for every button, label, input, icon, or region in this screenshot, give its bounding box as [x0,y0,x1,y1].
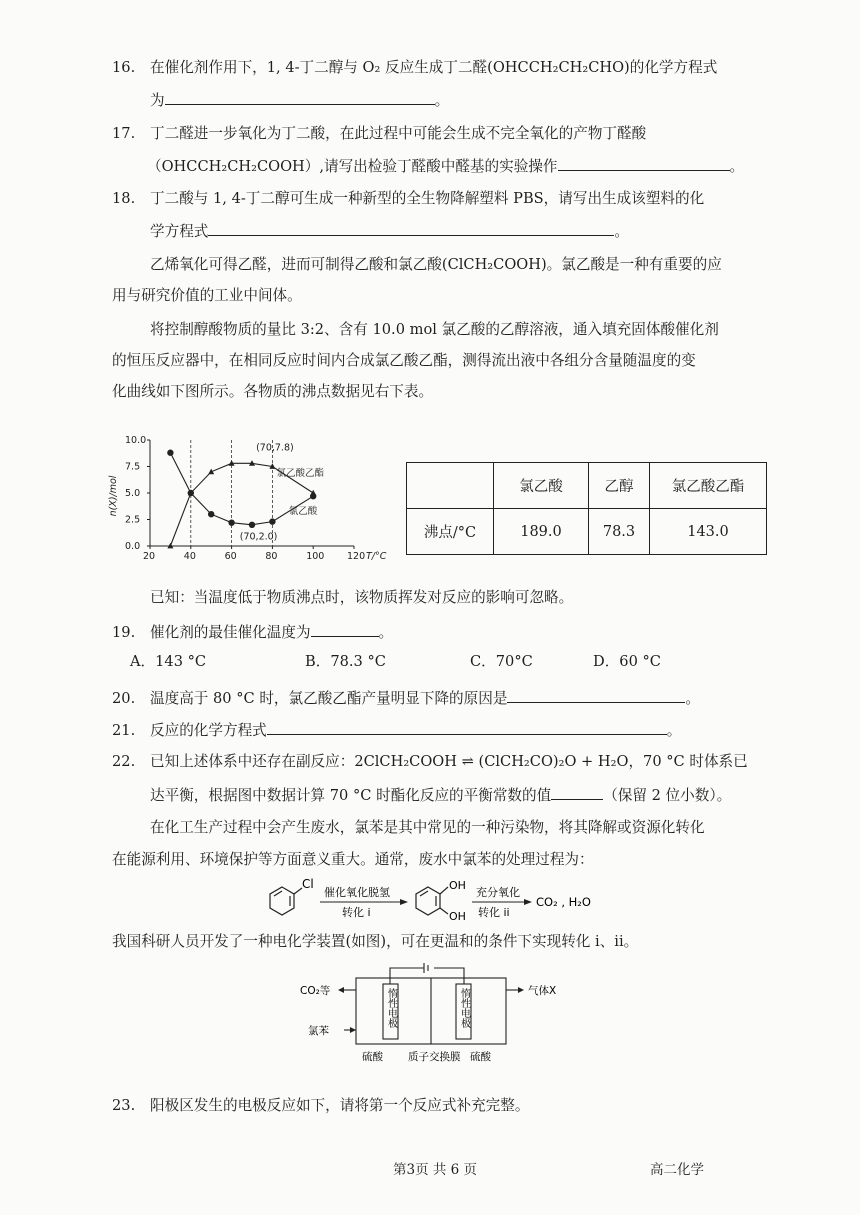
table-row-label: 沸点/°C [407,509,494,555]
series-label-ester: 氯乙酸乙酯 [276,468,324,480]
q22-answer-blank[interactable] [551,784,603,800]
q19-option-a[interactable]: A．143 °C [130,653,207,670]
q16-prefix: 为 [150,92,165,109]
intro3-line2: 在能源利用、环境保护等方面意义重大。通常，废水中氯苯的处理过程为： [112,851,594,868]
x-axis-label: T/°C [366,551,387,562]
table-cell: 143.0 [650,509,767,555]
q17-text: 丁二醛进一步氧化为丁二酸，在此过程中可能会生成不完全氧化的产物丁醛酸 [150,125,647,142]
bottom-left-label: 硫酸 [362,1051,383,1063]
data-point-acid [188,490,194,496]
q18-text: 丁二酸与 1, 4-丁二醇可生成一种新型的全生物降解塑料 PBS，请写出生成该塑料的化 [150,190,705,207]
data-point-acid [208,511,214,517]
x-tick-label: 100 [306,551,325,562]
q21-text: 反应的化学方程式 [150,722,267,739]
q16-answer-blank[interactable] [165,89,435,105]
catechol-structure [416,887,448,915]
series-label-acid: 氯乙酸 [288,506,318,518]
q22-text: 已知上述体系中还存在副反应：2ClCH₂COOH ⇌ (ClCH₂CO)₂O + H₂O，70 °C 时体系已 [150,753,748,770]
data-point-acid [249,522,255,528]
q19-text: 催化剂的最佳催化温度为 [150,624,311,641]
q22-text2: 达平衡，根据图中数据计算 70 °C 时酯化反应的平衡常数的值 [150,787,552,804]
y-tick-label: 2.5 [125,514,141,526]
q18-prefix: 学方程式 [150,223,209,240]
membrane-label: 质子交换膜 [408,1051,461,1063]
left-out-arrow [338,987,344,993]
x-tick-label: 40 [183,551,196,562]
boiling-point-table [406,462,767,555]
q23-number: 23. [112,1097,136,1114]
q21-answer-blank[interactable] [267,719,667,735]
table-row [407,509,767,555]
q20-period: 。 [685,690,701,707]
q22-precision-note: （保留 2 位小数）。 [603,787,732,804]
q20-number: 20. [112,690,136,707]
intro2-line2: 的恒压反应器中，在相同反应时间内合成氯乙酸乙酯，测得流出液中各组分含量随温度的变 [112,352,696,369]
right-output-label: 气体X [528,985,557,997]
known-condition: 已知：当温度低于物质沸点时，该物质挥发对反应的影响可忽略。 [150,589,574,606]
arrow2-head [524,899,532,905]
q21-period: 。 [666,722,682,739]
x-tick-label: 20 [143,551,156,562]
q19-option-c[interactable]: C．70°C [470,653,533,670]
y-axis-label: n(X)/mol [108,475,119,517]
q18-number: 18. [112,190,136,207]
q17-line1 [112,124,646,144]
q16-text: 在催化剂作用下，1, 4-丁二醇与 O₂ 反应生成丁二醛(OHCCH₂CH₂CHO)的化学方程式 [150,59,718,76]
intro1-line1: 乙烯氧化可得乙醛，进而可制得乙酸和氯乙酸(ClCH₂COOH)。氯乙酸是一种有重要的应 [150,256,722,273]
oh1-label: OH [449,879,466,892]
q19-answer-blank[interactable] [311,621,379,637]
intro2-line3: 化曲线如下图所示。各物质的沸点数据见右下表。 [112,383,434,400]
q16-line1 [112,58,717,78]
table-header-cell: 氯乙酸乙酯 [650,463,767,509]
q17-number: 17. [112,125,136,142]
q21-line [112,719,681,741]
table-header-cell [407,463,494,509]
q20-text: 温度高于 80 °C 时，氯乙酸乙酯产量明显下降的原因是 [150,690,508,707]
x-tick-label: 60 [224,551,237,562]
q16-line2 [150,89,449,111]
q16-period: 。 [434,92,450,109]
external-wire-right [434,968,464,984]
intro3-line1: 在化工生产过程中会产生废水，氯苯是其中常见的一种污染物，将其降解或资源化转化 [150,819,705,836]
subject-label: 高二化学 [650,1162,704,1178]
q17-period: 。 [729,158,745,175]
oh2-label: OH [449,910,466,922]
data-point-acid [269,518,275,524]
table-header-row [407,463,767,509]
q17-text2: （OHCCH₂CH₂COOH）,请写出检验丁醛酸中醛基的实验操作 [147,158,558,175]
q22-line1 [112,752,748,772]
table-header-cell: 乙醇 [589,463,650,509]
q21-number: 21. [112,722,136,739]
q17-line2 [147,155,744,177]
q19-line [112,621,393,643]
left-electrode-label: 惰性电极 [385,988,397,1028]
q18-line2 [150,220,629,242]
q18-period: 。 [614,223,629,240]
product-label: CO₂ , H₂O [536,895,591,909]
arrow1-head [400,899,408,905]
right-electrode-label: 惰性电极 [458,988,470,1028]
q20-line [112,687,700,709]
q17-answer-blank[interactable] [558,155,730,171]
chlorobenzene-structure [270,887,302,915]
left-input-label: 氯苯 [308,1025,329,1037]
x-tick-label: 80 [265,551,278,562]
cl-label: Cl [302,877,314,891]
q19-option-b[interactable]: B．78.3 °C [305,653,386,670]
q19-period: 。 [378,624,394,641]
y-tick-label: 0.0 [125,541,141,552]
electrochemical-device [300,960,610,1075]
table-cell: 189.0 [494,509,589,555]
reaction-scheme [262,872,642,922]
q23-line [112,1096,529,1116]
arrow1-top-label: 催化氧化脱氢 [324,886,390,899]
left-in-arrow [350,1027,356,1033]
left-output-label: CO₂等 [300,985,331,997]
arrow2-top-label: 充分氧化 [476,886,520,899]
q18-line1 [112,189,704,209]
page-number: 第3页 共 6 页 [393,1162,478,1178]
q18-answer-blank[interactable] [208,220,614,236]
y-tick-label: 5.0 [125,488,141,499]
y-tick-label: 10.0 [125,435,147,446]
q19-number: 19. [112,624,136,641]
q22-number: 22. [112,753,136,770]
q16-number: 16. [112,59,136,76]
annotation-min: (70,2.0) [239,531,278,543]
table-header-cell: 氯乙酸 [494,463,589,509]
arrow1-bottom-label: 转化 i [342,906,371,919]
bottom-right-label: 硫酸 [470,1051,491,1063]
q20-answer-blank[interactable] [507,687,685,703]
y-tick-label: 7.5 [125,461,141,473]
intro4: 我国科研人员开发了一种电化学装置(如图)，可在更温和的条件下实现转化 i、ii。 [112,933,639,950]
external-wire [390,968,424,984]
right-out-arrow [518,987,524,993]
table-cell: 78.3 [589,509,650,555]
data-point-acid [167,450,173,456]
annotation-max: (70,7.8) [256,442,294,454]
data-point-acid [310,493,316,499]
intro1-line2: 用与研究价值的工业中间体。 [112,287,302,304]
data-point-acid [228,519,234,525]
q22-line2 [150,784,731,806]
arrow2-bottom-label: 转化 ii [478,906,510,919]
q19-option-d[interactable]: D．60 °C [593,653,661,670]
x-tick-label: 120 [347,551,366,562]
q23-text: 阳极区发生的电极反应如下，请将第一个反应式补充完整。 [150,1097,530,1114]
intro2-line1: 将控制醇酸物质的量比 3:2、含有 10.0 mol 氯乙酸的乙醇溶液，通入填充固体酸催化剂 [150,321,719,338]
